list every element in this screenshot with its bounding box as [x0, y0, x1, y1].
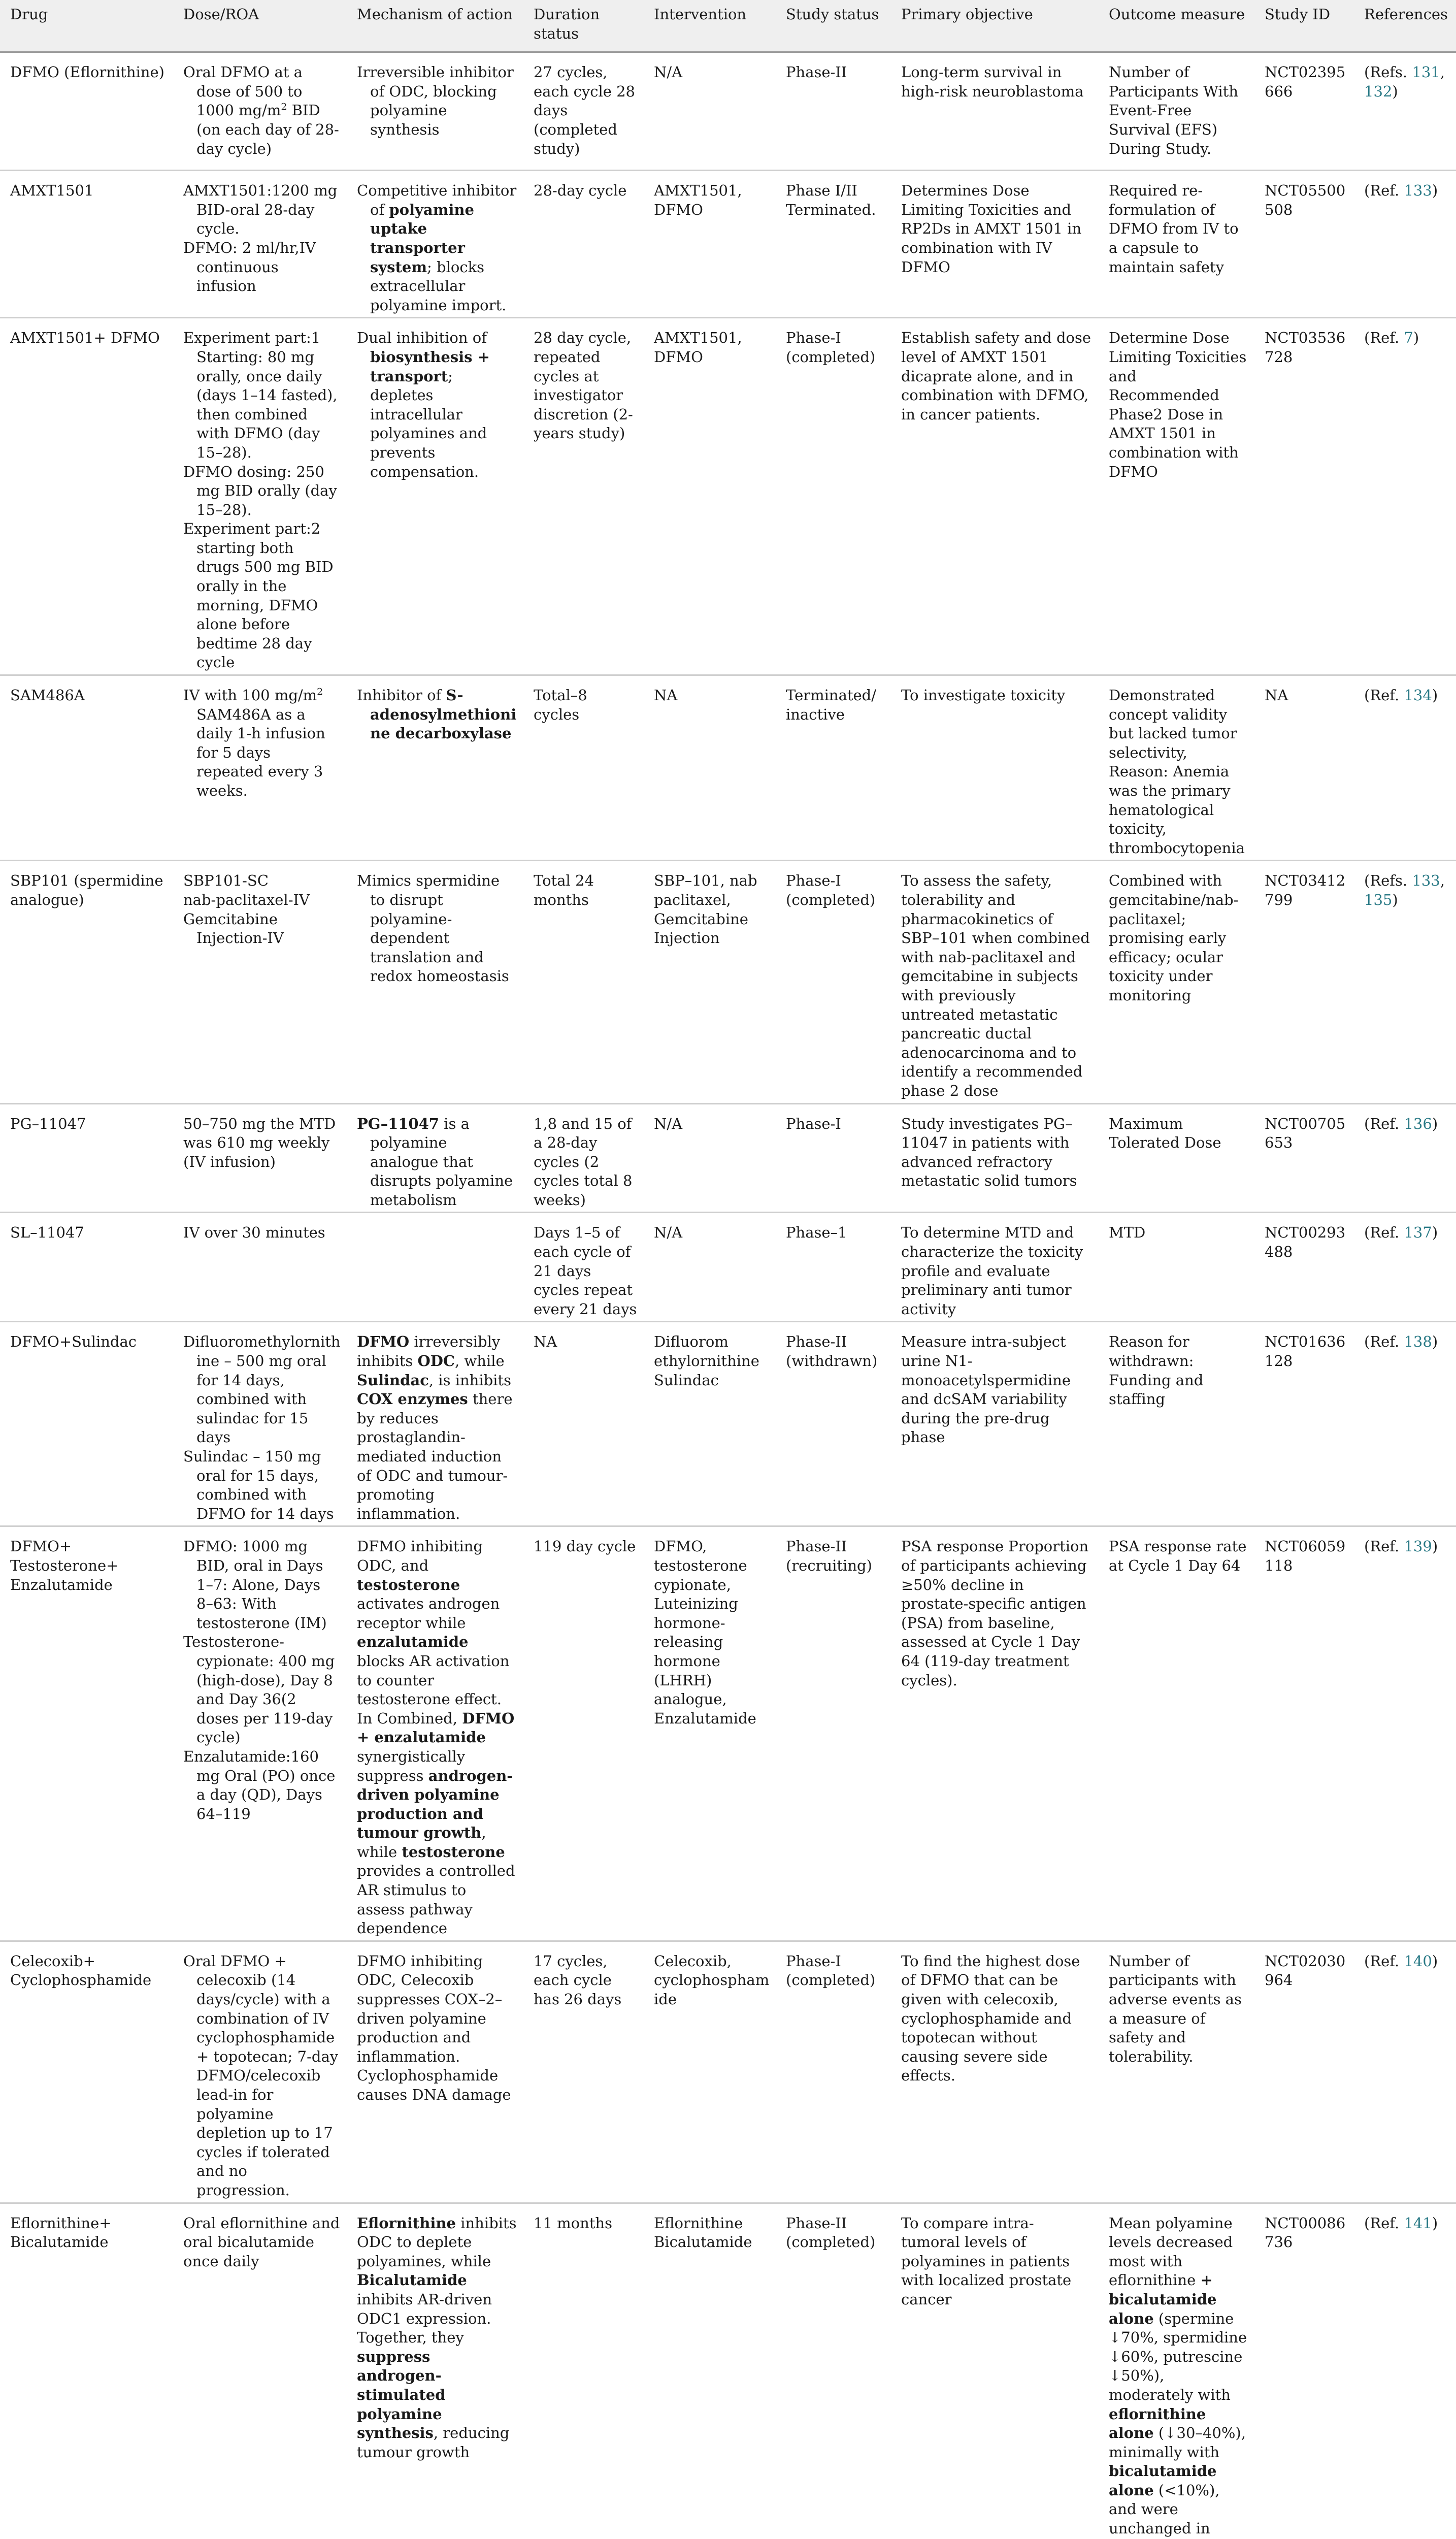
cell-outcome-measure: Demonstrated concept validity but lacked tumor selectivity, Reason: Anemia was the primary hematological toxicity, thrombocytopenia [1099, 675, 1254, 861]
cell-study-status: Phase-I (completed) [776, 1941, 891, 2203]
cell-mechanism: Mimics spermidine to disrupt polyamine-dependent translation and redox homeostasis [347, 861, 523, 1103]
header-outcome-measure: Outcome measure [1099, 0, 1254, 52]
cell-mechanism: Inhibitor of S-adenosylmethionine decarboxylase [347, 675, 523, 861]
cell-study-status: Terminated/ inactive [776, 675, 891, 861]
cell-drug: SL–11047 [0, 1213, 173, 1322]
cell-references: (Refs. 131, 132) [1354, 52, 1456, 171]
cell-intervention: Celecoxib, cyclophosphamide [644, 1941, 776, 2203]
cell-duration: Days 1–5 of each cycle of 21 days cycles repeat every 21 days [523, 1213, 644, 1322]
cell-study-id: NCT03536728 [1254, 318, 1354, 675]
cell-outcome-measure: MTD [1099, 1213, 1254, 1322]
cell-dose-roa: AMXT1501:1200 mg BID-oral 28-day cycle. DFMO: 2 ml/hr,IV continuous infusion [173, 171, 347, 318]
cell-duration: 27 cycles, each cycle 28 days (completed study) [523, 52, 644, 171]
header-mechanism: Mechanism of action [347, 0, 523, 52]
cell-mechanism [347, 1213, 523, 1322]
cell-intervention: SBP–101, nab paclitaxel, Gemcitabine Injection [644, 861, 776, 1103]
cell-duration: 28 day cycle, repeated cycles at investigator discretion (2-years study) [523, 318, 644, 675]
cell-outcome-measure: Reason for withdrawn: Funding and staffing [1099, 1322, 1254, 1526]
cell-intervention: N/A [644, 52, 776, 171]
table-row [0, 1213, 1456, 1322]
cell-mechanism: Irreversible inhibitor of ODC, blocking polyamine synthesis [347, 52, 523, 171]
cell-study-status: Phase I/II Terminated. [776, 171, 891, 318]
cell-study-status: Phase-II (completed) [776, 2203, 891, 2539]
cell-study-id: NCT02030964 [1254, 1941, 1354, 2203]
cell-study-id: NCT06059118 [1254, 1526, 1354, 1941]
cell-primary-objective: Establish safety and dose level of AMXT 1501 dicaprate alone, and in combination with DFMO, in cancer patients. [891, 318, 1099, 675]
cell-study-status: Phase-I [776, 1103, 891, 1213]
cell-drug: SAM486A [0, 675, 173, 861]
cell-duration: Total 24 months [523, 861, 644, 1103]
cell-references: (Ref. 134) [1354, 675, 1456, 861]
cell-primary-objective: Measure intra-subject urine N1-monoacetylspermidine and dcSAM variability during the pre-drug phase [891, 1322, 1099, 1526]
cell-references: (Ref. 140) [1354, 1941, 1456, 2203]
cell-mechanism: PG–11047 is a polyamine analogue that disrupts polyamine metabolism [347, 1103, 523, 1213]
cell-references: (Ref. 136) [1354, 1103, 1456, 1213]
cell-mechanism: Competitive inhibitor of polyamine uptake transporter system; blocks extracellular polyamine import. [347, 171, 523, 318]
cell-primary-objective: Determines Dose Limiting Toxicities and RP2Ds in AMXT 1501 in combination with IV DFMO [891, 171, 1099, 318]
cell-dose-roa: 50–750 mg the MTD was 610 mg weekly (IV infusion) [173, 1103, 347, 1213]
cell-intervention: Eflornithine Bicalutamide [644, 2203, 776, 2539]
cell-intervention: AMXT1501, DFMO [644, 318, 776, 675]
cell-intervention: DFMO, testosterone cypionate, Luteinizing hormone-releasing hormone (LHRH) analogue, Enzalutamide [644, 1526, 776, 1941]
cell-dose-roa: Experiment part:1 Starting: 80 mg orally, once daily (days 1–14 fasted), then combined with DFMO (day 15–28). DFMO dosing: 250 mg BID orally (day 15–28). Experiment part:2 starting both drugs 500 mg BID orally in the morning, DFMO alone before bedtime 28 day cycle [173, 318, 347, 675]
cell-drug: AMXT1501 [0, 171, 173, 318]
cell-study-status: Phase-II (recruiting) [776, 1526, 891, 1941]
table-row [0, 318, 1456, 675]
cell-duration: 11 months [523, 2203, 644, 2539]
header-references: References [1354, 0, 1456, 52]
cell-study-id: NCT02395666 [1254, 52, 1354, 171]
cell-dose-roa: Difluoromethylornithine – 500 mg oral for 14 days, combined with sulindac for 15 days Sulindac – 150 mg oral for 15 days, combined with DFMO for 14 days [173, 1322, 347, 1526]
cell-study-status: Phase–1 [776, 1213, 891, 1322]
cell-intervention: Difluorom ethylornithine Sulindac [644, 1322, 776, 1526]
cell-outcome-measure: Maximum Tolerated Dose [1099, 1103, 1254, 1213]
cell-primary-objective: To investigate toxicity [891, 675, 1099, 861]
table-row [0, 1103, 1456, 1213]
cell-mechanism: DFMO inhibiting ODC, Celecoxib suppresses COX–2–driven polyamine production and inflammation. Cyclophosphamide causes DNA damage [347, 1941, 523, 2203]
cell-dose-roa: Oral eflornithine and oral bicalutamide once daily [173, 2203, 347, 2539]
cell-outcome-measure: Determine Dose Limiting Toxicities and Recommended Phase2 Dose in AMXT 1501 in combination with DFMO [1099, 318, 1254, 675]
header-primary-objective: Primary objective [891, 0, 1099, 52]
header-duration: Duration status [523, 0, 644, 52]
cell-duration: NA [523, 1322, 644, 1526]
cell-drug: SBP101 (spermidine analogue) [0, 861, 173, 1103]
table-row [0, 1941, 1456, 2203]
cell-dose-roa: Oral DFMO at a dose of 500 to 1000 $mg/m^2$ BID (on each day of 28-day cycle) [173, 52, 347, 171]
cell-intervention: N/A [644, 1213, 776, 1322]
cell-dose-roa: IV with 100 $mg/m^2$ SAM486A as a daily 1-h infusion for 5 days repeated every 3 weeks. [173, 675, 347, 861]
table-row [0, 861, 1456, 1103]
cell-references: (Refs. 133, 135) [1354, 861, 1456, 1103]
cell-mechanism: DFMO inhibiting ODC, and testosterone activates androgen receptor while enzalutamide blocks AR activation to counter testosterone effect. In Combined, DFMO + enzalutamide synergistically suppress androgen-driven polyamine production and tumour growth, while testosterone provides a controlled AR stimulus to assess pathway dependence [347, 1526, 523, 1941]
cell-study-id: NCT00705653 [1254, 1103, 1354, 1213]
cell-mechanism: DFMO irreversibly inhibits ODC, while Sulindac, is inhibits COX enzymes there by reduces prostaglandin-mediated induction of ODC and tumour-promoting inflammation. [347, 1322, 523, 1526]
header-dose-roa: Dose/ROA [173, 0, 347, 52]
cell-duration: Total–8 cycles [523, 675, 644, 861]
cell-primary-objective: To determine MTD and characterize the toxicity profile and evaluate preliminary anti tumor activity [891, 1213, 1099, 1322]
cell-outcome-measure: Combined with gemcitabine/nab-paclitaxel; promising early efficacy; ocular toxicity under monitoring [1099, 861, 1254, 1103]
cell-primary-objective: Long-term survival in high-risk neuroblastoma [891, 52, 1099, 171]
cell-drug: DFMO (Eflornithine) [0, 52, 173, 171]
cell-dose-roa: DFMO: 1000 mg BID, oral in Days 1–7: Alone, Days 8–63: With testosterone (IM) Testosterone-cypionate: 400 mg (high-dose), Day 8 and Day 36(2 doses per 119-day cycle) Enzalutamide:160 mg Oral (PO) once a day (QD), Days 64–119 [173, 1526, 347, 1941]
cell-outcome-measure: Required re-formulation of DFMO from IV to a capsule to maintain safety [1099, 171, 1254, 318]
header-row [0, 0, 1456, 52]
table-row [0, 2203, 1456, 2539]
header-study-status: Study status [776, 0, 891, 52]
cell-references: (Ref. 137) [1354, 1213, 1456, 1322]
table-row [0, 1322, 1456, 1526]
table-body [0, 52, 1456, 2539]
cell-study-id: NCT05500508 [1254, 171, 1354, 318]
cell-references: (Ref. 133) [1354, 171, 1456, 318]
cell-duration: 28-day cycle [523, 171, 644, 318]
cell-mechanism: Eflornithine inhibits ODC to deplete polyamines, while Bicalutamide inhibits AR-driven ODC1 expression. Together, they suppress androgen-stimulated polyamine synthesis, reducing tumour growth [347, 2203, 523, 2539]
cell-outcome-measure: Number of Participants With Event-Free Survival (EFS) During Study. [1099, 52, 1254, 171]
cell-duration: 17 cycles, each cycle has 26 days [523, 1941, 644, 2203]
table-row [0, 1526, 1456, 1941]
table-header [0, 0, 1456, 52]
cell-dose-roa: SBP101-SC nab-paclitaxel-IV Gemcitabine Injection-IV [173, 861, 347, 1103]
cell-drug: AMXT1501+ DFMO [0, 318, 173, 675]
cell-drug: DFMO+Sulindac [0, 1322, 173, 1526]
cell-references: (Ref. 141) [1354, 2203, 1456, 2539]
cell-intervention: AMXT1501, DFMO [644, 171, 776, 318]
cell-dose-roa: Oral DFMO + celecoxib (14 days/cycle) with a combination of IV cyclophosphamide + topotecan; 7-day DFMO/celecoxib lead-in for polyamine depletion up to 17 cycles if tolerated and no progression. [173, 1941, 347, 2203]
cell-study-status: Phase-II (withdrawn) [776, 1322, 891, 1526]
table-row [0, 675, 1456, 861]
cell-study-id: NCT00293488 [1254, 1213, 1354, 1322]
cell-mechanism: Dual inhibition of biosynthesis + transport; depletes intracellular polyamines and prevents compensation. [347, 318, 523, 675]
header-drug: Drug [0, 0, 173, 52]
header-study-id: Study ID [1254, 0, 1354, 52]
cell-duration: 119 day cycle [523, 1526, 644, 1941]
cell-drug: DFMO+ Testosterone+ Enzalutamide [0, 1526, 173, 1941]
cell-drug: PG–11047 [0, 1103, 173, 1213]
cell-outcome-measure: PSA response rate at Cycle 1 Day 64 [1099, 1526, 1254, 1941]
cell-study-id: NA [1254, 675, 1354, 861]
cell-study-id: NCT03412799 [1254, 861, 1354, 1103]
cell-intervention: NA [644, 675, 776, 861]
cell-study-status: Phase-II [776, 52, 891, 171]
cell-study-id: NCT00086736 [1254, 2203, 1354, 2539]
cell-primary-objective: To find the highest dose of DFMO that can be given with celecoxib, cyclophosphamide and topotecan without causing severe side effects. [891, 1941, 1099, 2203]
table-row [0, 171, 1456, 318]
cell-outcome-measure: Number of participants with adverse events as a measure of safety and tolerability. [1099, 1941, 1254, 2203]
cell-study-status: Phase-I (completed) [776, 861, 891, 1103]
cell-primary-objective: PSA response Proportion of participants achieving ≥50% decline in prostate-specific antigen (PSA) from baseline, assessed at Cycle 1 Day 64 (119-day treatment cycles). [891, 1526, 1099, 1941]
cell-primary-objective: To assess the safety, tolerability and pharmacokinetics of SBP–101 when combined with nab-paclitaxel and gemcitabine in subjects with previously untreated metastatic pancreatic ductal adenocarcinoma and to identify a recommended phase 2 dose [891, 861, 1099, 1103]
header-intervention: Intervention [644, 0, 776, 52]
cell-dose-roa: IV over 30 minutes [173, 1213, 347, 1322]
cell-primary-objective: To compare intra-tumoral levels of polyamines in patients with localized prostate cancer [891, 2203, 1099, 2539]
table-row [0, 52, 1456, 171]
cell-primary-objective: Study investigates PG–11047 in patients with advanced refractory metastatic solid tumors [891, 1103, 1099, 1213]
cell-references: (Ref. 139) [1354, 1526, 1456, 1941]
cell-study-status: Phase-I (completed) [776, 318, 891, 675]
cell-drug: Eflornithine+ Bicalutamide [0, 2203, 173, 2539]
cell-references: (Ref. 138) [1354, 1322, 1456, 1526]
cell-outcome-measure: Mean polyamine levels decreased most with eflornithine + bicalutamide alone (spermine ↓70%, spermidine ↓60%, putrescine ↓50%), moderately with eflornithine alone (↓30–40%), minimally with bicalutamide alone (<10%), and were unchanged in [1099, 2203, 1254, 2539]
cell-study-id: NCT01636128 [1254, 1322, 1354, 1526]
cell-references: (Ref. 7) [1354, 318, 1456, 675]
cell-drug: Celecoxib+ Cyclophosphamide [0, 1941, 173, 2203]
cell-intervention: N/A [644, 1103, 776, 1213]
cell-duration: 1,8 and 15 of a 28-day cycles (2 cycles total 8 weeks) [523, 1103, 644, 1213]
